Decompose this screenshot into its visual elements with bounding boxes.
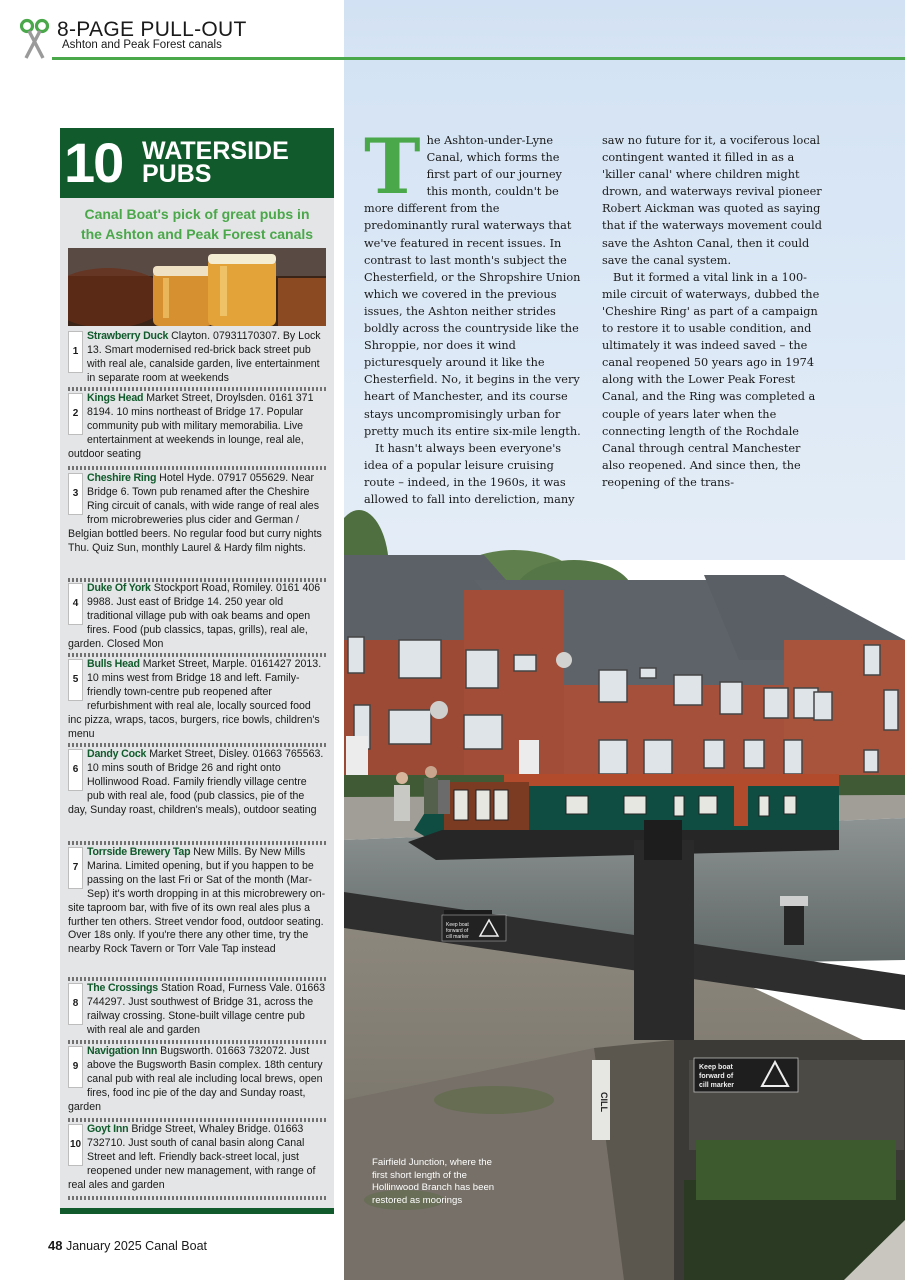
entry-divider (68, 1040, 326, 1044)
cill-label: CILL (599, 1092, 609, 1112)
pub-entry-7 (68, 846, 326, 957)
pub-name: Torrside Brewery Tap (87, 846, 191, 858)
svg-text:Keep boat: Keep boat (446, 922, 469, 928)
pub-details: Hotel Hyde. 07917 055629. Near Bridge 6. Town pub renamed after the Cheshire Ring circuit of canals, with wide range of real ales from microbreweries plus cider and German / Belgian bottled beers. No regular food but curry nights Thu. Quiz Sun, monthly Laurel & Hardy film nights. (68, 472, 322, 554)
pub-entry-9 (68, 1045, 326, 1115)
page-number: 48 (48, 1238, 63, 1253)
pub-name: Dandy Cock (87, 748, 147, 760)
sidebar-bottom-rule (60, 1208, 334, 1214)
sidebar-title (142, 137, 289, 188)
pub-name: Strawberry Duck (87, 330, 169, 342)
section-title: 8-PAGE PULL-OUT (57, 18, 247, 41)
pub-details: New Mills. By New Mills Marina. Limited opening, but if you happen to be passing on the last Fri or Sat of the month (Mar-Sep) it's worth dropping in at this microbrewery on-site taproom bar, with five of its own real ales plus a further ten others. Street vendor food, outdoor seating. Over 18s only. If you're there any other time, try the nearby Rock Tavern or Torr Vale Tap instead (68, 846, 326, 956)
header-rule (52, 57, 905, 60)
pub-name: Kings Head (87, 392, 144, 404)
pub-entry-1 (68, 330, 326, 386)
sidebar-number: 10 (64, 131, 123, 194)
svg-text:forward of: forward of (699, 1073, 734, 1080)
entry-divider (68, 841, 326, 845)
entry-divider (68, 466, 326, 470)
photo-caption: Fairfield Junction, where the first short length of the Hollinwood Branch has been restored as moorings (372, 1157, 495, 1206)
entry-divider (68, 1196, 326, 1200)
pub-entry-10 (68, 1123, 326, 1193)
pub-number: 5 (68, 659, 83, 701)
entry-divider (68, 1118, 326, 1122)
pub-details: Clayton. 07931170307. By Lock 13. Smart modernised red-brick back street pub with real ale, canalside garden, live entertainment in separate room at weekends (87, 330, 321, 384)
svg-text:forward of: forward of (446, 928, 469, 934)
pub-entry-2 (68, 392, 326, 462)
sidebar-header (60, 128, 334, 198)
scissors-icon (20, 18, 50, 60)
pub-number: 6 (68, 749, 83, 791)
sign-large (694, 1058, 798, 1092)
pub-number: 2 (68, 393, 83, 435)
pub-name: Bulls Head (87, 658, 140, 670)
issue-label: January 2025 Canal Boat (65, 1239, 208, 1253)
pub-details: Station Road, Furness Vale. 01663 744297. Just southwest of Bridge 31, across the railway crossing. Stone-built village centre pub with real ale and garden (87, 982, 326, 1036)
sky-background-top (344, 0, 905, 57)
article-column-2 (602, 132, 824, 491)
article-paragraph: saw no future for it, a vociferous local contingent wanted it filled in as a 'killer canal' where children might drown, and waterways revival pioneer Robert Aickman was quoted as saying that if the waterways movement could save the Ashton Canal, then it could save the canal system. (602, 134, 822, 267)
article-paragraph: The Ashton-under-Lyne Canal, which forms the first part of our journey this month, couldn't be more different from the predominantly rural waterways that we've featured in recent issues. In contrast to last month's subject the Chesterfield, or the Shropshire Union which we covered in the previous issues, the Ashton neither strides boldly across the countryside like the Shroppie, nor does it wind picturesquely around it like the Chesterfield. No, it begins in the very heart of Manchester, and its course stays uncompromisingly urban for pretty much its entire six-mile length. (364, 122, 581, 438)
pub-entry-4 (68, 582, 326, 652)
pub-details: Stockport Road, Romiley. 0161 406 9988. Just east of Bridge 14. 250 year old traditional village pub with oak beams and open fires. Food (pub classics, tapas, grills), real ale, garden. Closed Mon (68, 582, 321, 650)
pub-number: 8 (68, 983, 83, 1025)
sign-small (442, 915, 506, 941)
entry-divider (68, 387, 326, 391)
pub-number: 4 (68, 583, 83, 625)
pub-entry-5 (68, 658, 326, 741)
svg-text:cill marker: cill marker (699, 1082, 735, 1089)
pub-number: 9 (68, 1046, 83, 1088)
beer-glasses-image (68, 248, 326, 326)
pub-entry-3 (68, 472, 326, 555)
pub-entry-8 (68, 982, 326, 1038)
pub-name: The Crossings (87, 982, 158, 994)
article-paragraph: But it formed a vital link in a 100-mile circuit of waterways, dubbed the 'Cheshire Ring' as part of a campaign to restore it to usable condition, and ultimately it was indeed saved – the canal reopened 50 years ago in 1974 along with the Lower Peak Forest Canal, and the Ring was completed a couple of years later when the connecting length of the Rochdale Canal through central Manchester also reopened. And since then, the reopening of the trans- (602, 270, 820, 489)
pub-details: Bridge Street, Whaley Bridge. 01663 732710. Just south of canal basin along Canal Street and left. Friendly back-street local, just reopened under new management, with range of real ales and garden (68, 1123, 316, 1191)
pub-number: 3 (68, 473, 83, 515)
pub-number: 10 (68, 1124, 83, 1166)
entry-divider (68, 977, 326, 981)
pub-details: Market Street, Droylsden. 0161 371 8194. 10 mins northeast of Bridge 17. Popular community pub with military memorabilia. Live entertainment at weekends in lounge, real ale, outdoor seating (68, 392, 314, 460)
entry-divider (68, 743, 326, 747)
pub-entry-6 (68, 748, 326, 818)
article-paragraph: It hasn't always been everyone's idea of a popular leisure cruising route – indeed, in the 1960s, it was allowed to fall into dereliction, many (364, 441, 575, 506)
beer-glasses-illustration (68, 248, 326, 326)
pub-details: Bugsworth. 01663 732072. Just above the Bugsworth Basin complex. 18th century canal pub with real ale including local brews, open fires, food inc pie of the day and Sunday roast, garden (68, 1045, 323, 1113)
drop-cap: T (364, 122, 421, 211)
sidebar-title-line2: PUBS (142, 160, 212, 188)
pub-name: Cheshire Ring (87, 472, 157, 484)
pub-name: Navigation Inn (87, 1045, 158, 1057)
sidebar-title-line1: WATERSIDE (142, 137, 289, 165)
section-subtitle: Ashton and Peak Forest canals (62, 39, 222, 51)
pubs-sidebar (60, 128, 334, 1214)
pub-number: 1 (68, 331, 83, 373)
svg-text:Keep boat: Keep boat (699, 1064, 733, 1071)
pub-details: Market Street, Marple. 0161427 2013. 10 mins west from Bridge 18 and left. Family-friendly town-centre pub reopened after refurbishment with real ale, locally sourced food inc pizza, wraps, tacos, burgers, rice bowls, children's menu (68, 658, 322, 740)
pub-details: Market Street, Disley. 01663 765563. 10 mins south of Bridge 26 and right onto Hollinwood Road. Family friendly village centre pub with real ale, food (pub classics, pie of the day, Sunday roast, children's meals), outdoor seating (68, 748, 324, 816)
page-footer (48, 1238, 207, 1253)
article-column-1 (364, 122, 584, 508)
svg-text:cill marker: cill marker (446, 934, 469, 940)
pub-name: Goyt Inn (87, 1123, 129, 1135)
pub-name: Duke Of York (87, 582, 151, 594)
sidebar-intro: Canal Boat's pick of great pubs in the Ashton and Peak Forest canals (80, 206, 314, 242)
pub-number: 7 (68, 847, 83, 889)
entry-divider (68, 653, 326, 657)
